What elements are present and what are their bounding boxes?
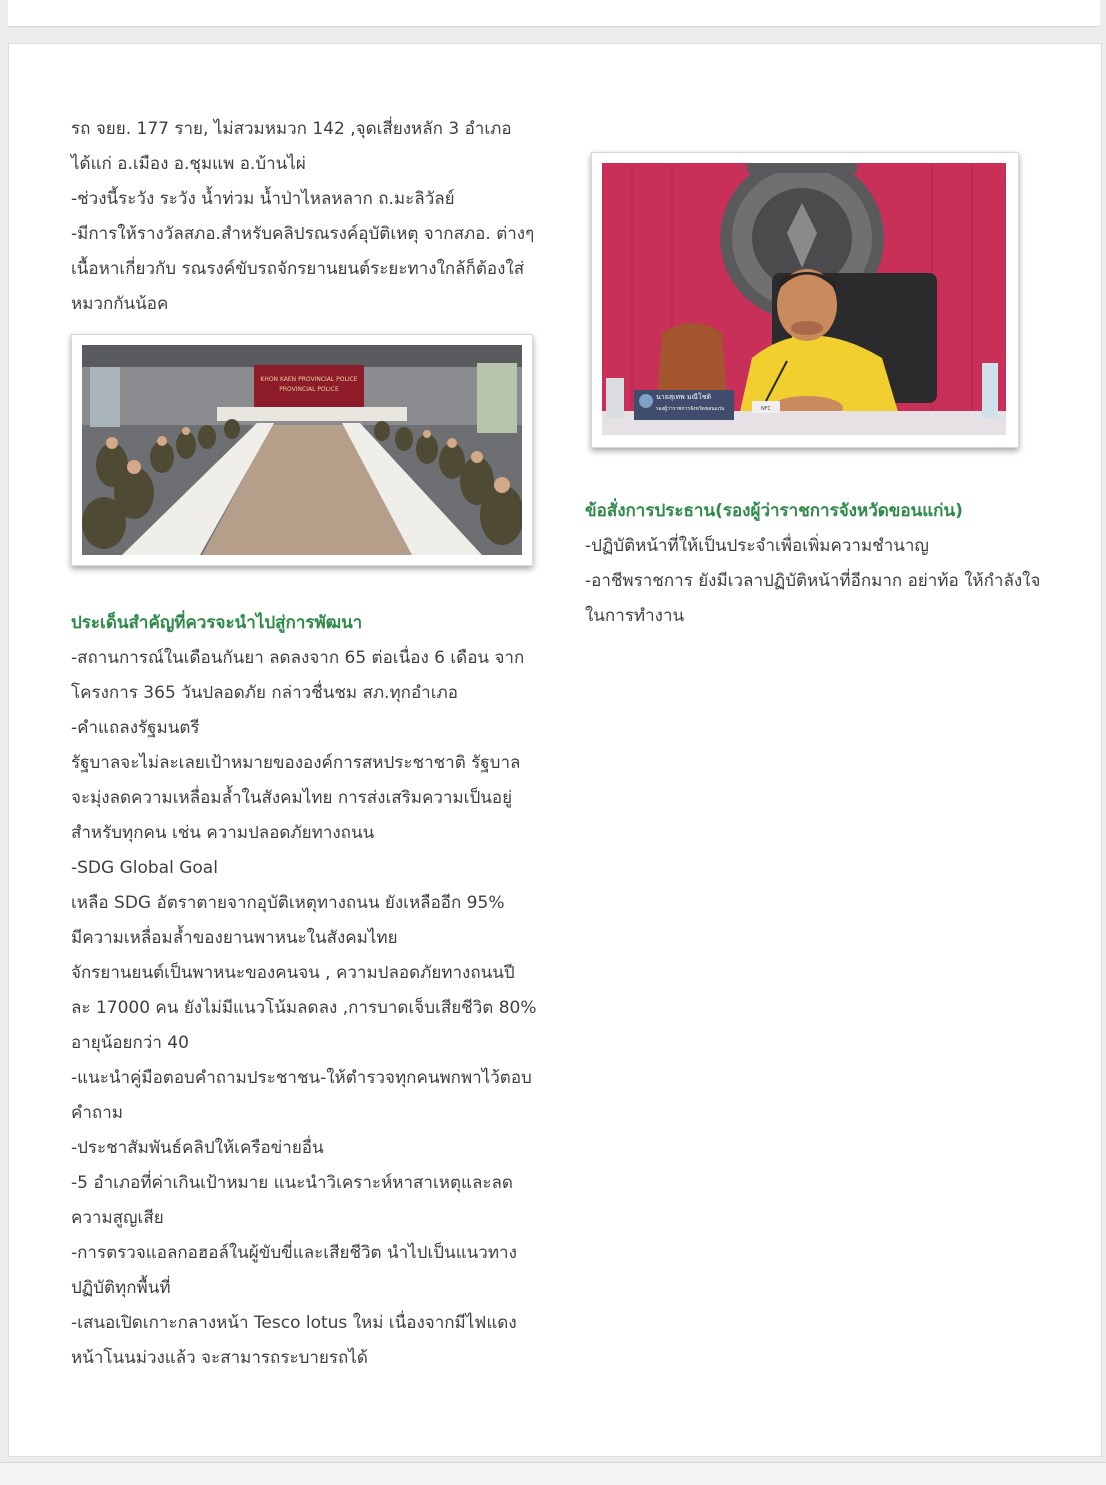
text-line: -แนะนำคู่มือตอบคำถามประชาชน-ให้ตำรวจทุกคนพกพาไว้ตอบ: [71, 1068, 532, 1088]
text-line: -ช่วงนี้ระวัง ระวัง น้ำท่วม น้ำป่าไหลหลาก ถ.มะลิวัลย์: [71, 189, 455, 209]
chairman-photo: [591, 152, 1019, 448]
text-line: ได้แก่ อ.เมือง อ.ชุมแพ อ.บ้านไผ่: [71, 154, 306, 174]
text-line: ปฏิบัติทุกพื้นที่: [71, 1278, 171, 1298]
text-line: -คำแถลงรัฐมนตรี: [71, 718, 200, 738]
previous-page-edge: [8, 0, 1100, 27]
intro-text: [71, 112, 541, 322]
right-column: [585, 152, 1055, 634]
text-line: -ประชาสัมพันธ์คลิปให้เครือข่ายอื่น: [71, 1138, 324, 1158]
text-line: -มีการให้รางวัลสภอ.สำหรับคลิปรณรงค์อุบัติเหตุ จากสภอ. ต่างๆ: [71, 224, 535, 244]
text-line: หมวกกันน้อค: [71, 294, 169, 314]
chairman-orders: [585, 529, 1055, 634]
text-line: -อาชีพราชการ ยังมีเวลาปฏิบัติหน้าที่อีกมาก อย่าท้อ ให้กำลังใจ: [585, 571, 1041, 591]
section-heading-development: ประเด็นสำคัญที่ควรจะนำไปสู่การพัฒนา: [71, 613, 363, 633]
emblem-icon: [639, 394, 653, 408]
next-page-edge: [0, 1462, 1106, 1485]
section-heading-chairman-orders: ข้อสั่งการประธาน(รองผู้ว่าราชการจังหวัดขอนแก่น): [585, 501, 963, 521]
text-line: ความสูญเสีย: [71, 1208, 164, 1228]
text-line: รถ จยย. 177 ราย, ไม่สวมหมวก 142 ,จุดเสี่ยงหลัก 3 อำเภอ: [71, 119, 512, 139]
mic-label: NFC: [760, 406, 772, 412]
banner-text: KHON KAEN PROVINCIAL POLICE: [260, 376, 358, 383]
text-line: ละ 17000 คน ยังไม่มีแนวโน้มลดลง ,การบาดเจ็บเสียชีวิต 80%: [71, 998, 537, 1018]
nameplate-title: รองผู้ว่าราชการจังหวัดขอนแก่น: [656, 406, 725, 412]
text-line: -สถานการณ์ในเดือนกันยา ลดลงจาก 65 ต่อเนื่อง 6 เดือน จาก: [71, 648, 525, 668]
meeting-room-photo: [71, 334, 533, 566]
text-line: มีความเหลื่อมล้ำของยานพาหนะในสังคมไทย: [71, 928, 398, 948]
left-column: [71, 112, 541, 1376]
banner-text: PROVINCIAL POLICE: [279, 386, 339, 393]
meeting-room-image: [82, 345, 522, 555]
text-line: -ปฏิบัติหน้าที่ให้เป็นประจำเพื่อเพิ่มความชำนาญ: [585, 536, 929, 556]
text-line: หน้าโนนม่วงแล้ว จะสามารถระบายรถได้: [71, 1348, 368, 1368]
nameplate-name: นายสุเทพ มณีโชติ: [656, 393, 712, 401]
text-line: เหลือ SDG อัตราตายจากอุบัติเหตุทางถนน ยังเหลืออีก 95%: [71, 893, 505, 913]
text-line: ในการทำงาน: [585, 606, 685, 626]
text-line: โครงการ 365 วันปลอดภัย กล่าวชื่นชม สภ.ทุกอำเภอ: [71, 683, 458, 703]
text-line: -SDG Global Goal: [71, 858, 218, 878]
text-line: -เสนอเปิดเกาะกลางหน้า Tesco lotus ใหม่ เนื่องจากมีไฟแดง: [71, 1313, 517, 1333]
document-page: [8, 43, 1102, 1457]
text-line: รัฐบาลจะไม่ละเลยเป้าหมายขององค์การสหประชาชาติ รัฐบาล: [71, 753, 521, 773]
text-line: คำถาม: [71, 1103, 123, 1123]
text-line: เนื้อหาเกี่ยวกับ รณรงค์ขับรถจักรยานยนต์ระยะทางใกล้ก็ต้องใส่: [71, 259, 525, 279]
text-line: -การตรวจแอลกอฮอล์ในผู้ขับขี่และเสียชีวิต นำไปเป็นแนวทาง: [71, 1243, 517, 1263]
text-line: สำหรับทุกคน เช่น ความปลอดภัยทางถนน: [71, 823, 375, 843]
text-line: อายุน้อยกว่า 40: [71, 1033, 189, 1053]
development-points: [71, 641, 541, 1376]
chairman-image: [602, 163, 1006, 435]
text-line: -5 อำเภอที่ค่าเกินเป้าหมาย แนะนำวิเคราะห์หาสาเหตุและลด: [71, 1173, 513, 1193]
text-line: จะมุ่งลดความเหลื่อมล้ำในสังคมไทย การส่งเสริมความเป็นอยู่: [71, 788, 513, 808]
text-line: จักรยานยนต์เป็นพาหนะของคนจน , ความปลอดภัยทางถนนปี: [71, 963, 515, 983]
